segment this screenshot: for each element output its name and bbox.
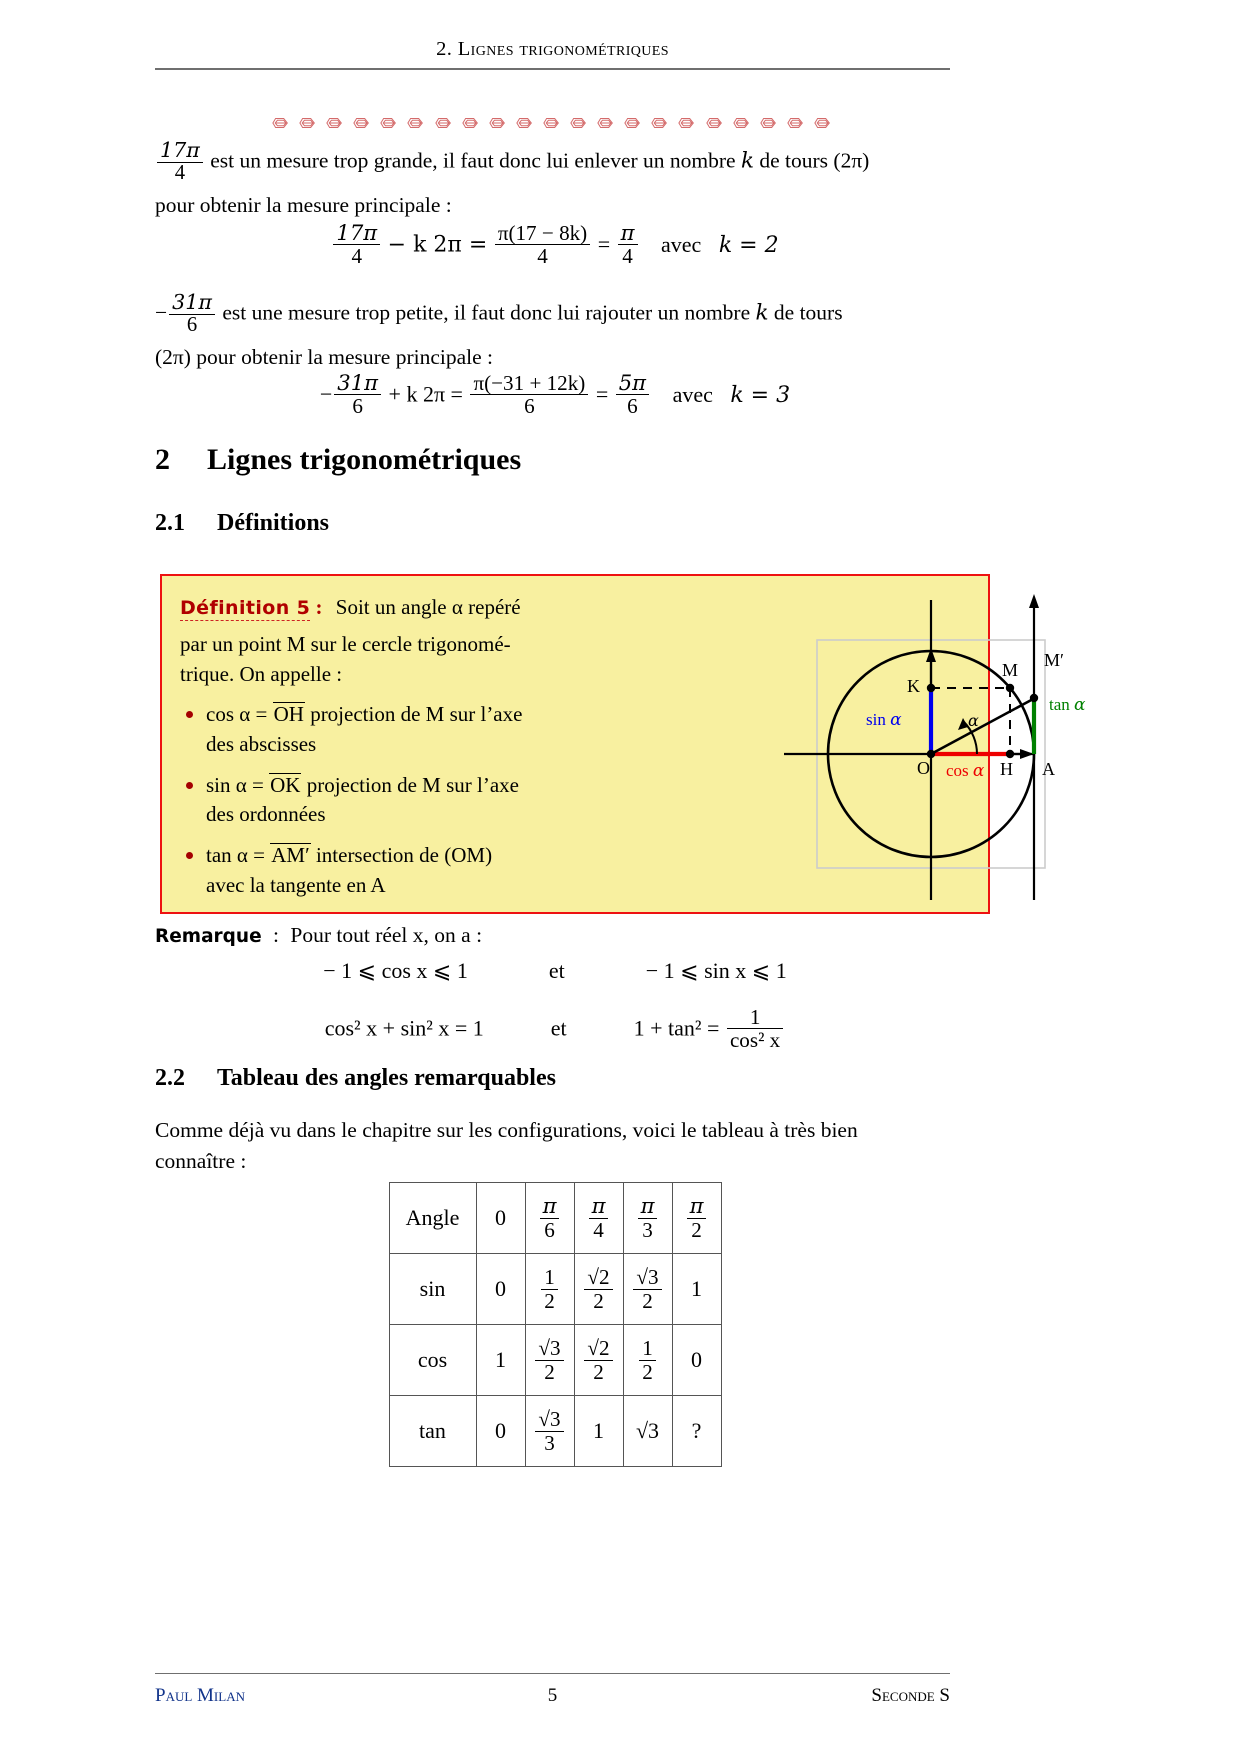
ornament-icon <box>543 116 561 130</box>
cell-tan-pi2: ? <box>672 1396 721 1467</box>
ornament-icon <box>814 116 832 130</box>
sin-tail: projection de M sur l’axe <box>301 772 519 797</box>
section-2-heading <box>155 443 955 477</box>
cell-angle-pi4 <box>574 1183 623 1254</box>
frac-numerator: π(−31 + 12k) <box>473 371 586 395</box>
cell-sin-pi6 <box>525 1254 574 1325</box>
table-row <box>389 1325 721 1396</box>
footer-page-number: 5 <box>547 1685 558 1706</box>
intro-p2-k: k <box>755 300 769 326</box>
frac-denominator: 2 <box>584 1289 612 1312</box>
definition-label: Définition 5 <box>180 597 311 619</box>
equation-1-line <box>155 222 955 267</box>
frac-denominator: 2 <box>541 1289 558 1312</box>
frac <box>540 1195 560 1240</box>
frac-denominator: 6 <box>334 394 381 417</box>
frac-denominator: 4 <box>157 162 203 185</box>
table-row <box>389 1396 721 1467</box>
tableau-intro-line2: connaître : <box>155 1148 247 1173</box>
frac-denominator: 6 <box>616 394 649 417</box>
intro-p1-text <box>155 140 955 184</box>
frac-denominator: 2 <box>639 1360 656 1383</box>
frac-denominator: cos² x <box>727 1028 783 1051</box>
running-title: 2. Lignes trigonométriques <box>436 38 669 60</box>
frac-numerator: 31π <box>172 290 212 314</box>
ornament-icon <box>787 116 805 130</box>
remark-text: Pour tout réel x, on a : <box>290 923 483 947</box>
table-row <box>389 1183 721 1254</box>
remark-block <box>155 920 955 951</box>
frac-numerator: √3 <box>636 1265 659 1290</box>
cell-row-label-sin: sin <box>389 1254 476 1325</box>
definition-lead-line3: trique. On appelle : <box>180 662 343 687</box>
frac-numerator: π <box>591 1193 606 1219</box>
intro-paragraph-2 <box>155 292 955 373</box>
frac-numerator: π <box>542 1193 557 1219</box>
angles-table <box>389 1182 722 1467</box>
sin-head: sin α = <box>206 772 270 797</box>
ornament-icon <box>272 116 290 130</box>
point-H <box>1006 750 1014 758</box>
remark-f2-right-lead: 1 + tan² = <box>633 1015 720 1041</box>
eq2-op2: = <box>595 381 609 407</box>
frac-numerator: √2 <box>587 1336 610 1361</box>
label-tan-alpha: tan α <box>1049 695 1086 715</box>
section-22-heading <box>155 1065 955 1092</box>
frac-numerator: 1 <box>749 1005 761 1029</box>
eq1-avec: avec <box>661 231 702 257</box>
label-alpha: α <box>968 711 979 730</box>
frac-denominator: 4 <box>333 244 380 267</box>
ornament-icon <box>326 116 344 130</box>
ornament-icon <box>299 116 317 130</box>
intro-p1-k: k <box>740 148 754 174</box>
cell-sin-pi2: 1 <box>672 1254 721 1325</box>
cell-cos-0: 1 <box>476 1325 525 1396</box>
cell-tan-pi3: √3 <box>623 1396 672 1467</box>
angles-table-wrap <box>155 1182 955 1467</box>
frac-31pi-6 <box>169 292 215 336</box>
frac-denominator: 2 <box>584 1360 612 1383</box>
footer-author: Paul Milan <box>155 1685 245 1706</box>
label-cos-alpha: cos α <box>946 761 985 781</box>
remark-formula-row-1 <box>155 958 955 984</box>
tableau-intro-line1: Comme déjà vu dans le chapitre sur les configurations, voici le tableau à très bien <box>155 1118 858 1142</box>
point-K <box>927 684 935 692</box>
ornament-icon <box>651 116 669 130</box>
cell-cos-pi4 <box>574 1325 623 1396</box>
cos-second-line: des abscisses <box>206 731 317 756</box>
page-header <box>155 38 950 61</box>
ornament-icon <box>407 116 425 130</box>
intro-p2-text <box>155 292 955 336</box>
eq2-op1: + k 2π = <box>388 381 463 407</box>
eq1-k: k = 2 <box>718 232 779 258</box>
ornament-icon <box>353 116 371 130</box>
equation-2 <box>155 372 955 417</box>
frac <box>687 1195 707 1240</box>
tan-second-line: avec la tangente en A <box>206 873 386 898</box>
cell-cos-pi2: 0 <box>672 1325 721 1396</box>
frac-numerator: π <box>689 1193 704 1219</box>
frac-numerator: 5π <box>618 370 647 395</box>
ornament-icon <box>760 116 778 130</box>
frac-numerator: π(17 − 8k) <box>497 221 588 245</box>
frac <box>584 1337 612 1382</box>
definition-lead-line1: Soit un angle α repéré <box>335 595 521 619</box>
cell-angle-0: 0 <box>476 1183 525 1254</box>
frac-denominator: 2 <box>535 1360 563 1383</box>
remark-f1-et: et <box>548 958 565 983</box>
section-21-title: Définitions <box>217 510 330 536</box>
frac-numerator: 1 <box>544 1265 555 1290</box>
frac <box>535 1408 563 1453</box>
remark-f2-left: cos² x + sin² x = 1 <box>324 1015 484 1041</box>
section-2-title: Lignes trigonométriques <box>207 443 522 476</box>
cos-tail: projection de M sur l’axe <box>304 702 523 727</box>
eq2-frac3 <box>616 372 649 417</box>
remark-f1-right: − 1 ⩽ sin x ⩽ 1 <box>645 958 787 983</box>
cell-cos-pi3 <box>623 1325 672 1396</box>
eq1-frac3 <box>618 222 638 267</box>
tan-overline: AM′ <box>271 843 310 868</box>
line-OM <box>931 698 1035 754</box>
cell-tan-0: 0 <box>476 1396 525 1467</box>
frac-numerator: π <box>620 220 635 245</box>
definition-item-tan <box>180 841 600 901</box>
frac-numerator: π <box>640 1193 655 1219</box>
point-O <box>927 750 935 758</box>
frac <box>535 1337 563 1382</box>
ornament-icon <box>489 116 507 130</box>
ornament-icon <box>435 116 453 130</box>
frac-denominator: 3 <box>535 1431 563 1454</box>
frac-numerator: 31π <box>337 370 379 395</box>
frac-numerator: 17π <box>336 220 378 245</box>
remark-f1-left: − 1 ⩽ cos x ⩽ 1 <box>323 958 468 983</box>
equation-1 <box>155 222 955 267</box>
ornament-icon <box>516 116 534 130</box>
remark-colon: : <box>273 923 279 947</box>
trigonometric-circle-figure <box>772 578 1172 914</box>
angles-table-body <box>389 1183 721 1467</box>
cos-head: cos α = <box>206 702 273 727</box>
label-M: M <box>1002 660 1019 680</box>
header-rule <box>155 68 950 70</box>
cell-cos-pi6 <box>525 1325 574 1396</box>
trig-circle-svg <box>772 578 1172 914</box>
ornament-icon <box>706 116 724 130</box>
cell-row-label-tan: tan <box>389 1396 476 1467</box>
remark-label: Remarque <box>155 926 262 947</box>
frac-numerator: √3 <box>538 1407 561 1432</box>
remark-f2-et: et <box>550 1015 567 1041</box>
intro-p2-minus: − <box>155 300 168 325</box>
ornament-row <box>272 112 832 134</box>
frac-numerator: √2 <box>587 1265 610 1290</box>
definition-item-cos <box>180 700 600 760</box>
intro-p1-line2: pour obtenir la mesure principale : <box>155 193 452 218</box>
eq2-avec: avec <box>672 381 713 407</box>
frac-denominator: 6 <box>540 1218 560 1241</box>
intro-p1-b: de tours (2π) <box>754 148 870 173</box>
ornament-icon <box>733 116 751 130</box>
eq1-frac1 <box>333 222 380 267</box>
label-sin-alpha: sin α <box>866 710 902 730</box>
definition-colon: : <box>315 595 323 619</box>
remark-f2-frac <box>727 1006 783 1051</box>
eq2-lead: − <box>319 381 333 407</box>
label-O: O <box>917 758 930 778</box>
cell-angle-pi6 <box>525 1183 574 1254</box>
cell-tan-pi6 <box>525 1396 574 1467</box>
cell-sin-pi4 <box>574 1254 623 1325</box>
cos-overline: OH <box>273 702 304 727</box>
eq2-frac2 <box>470 372 588 417</box>
definition-text <box>180 592 600 912</box>
frac-denominator: 4 <box>495 244 590 267</box>
label-Mprime: M′ <box>1044 650 1064 670</box>
sin-overline: OK <box>270 772 301 797</box>
tan-tail: intersection de (OM) <box>310 843 493 868</box>
tableau-intro <box>155 1115 955 1176</box>
intro-p2-a: est une mesure trop petite, il faut donc lui rajouter un nombre <box>216 300 756 325</box>
eq1-op2: = <box>597 231 611 257</box>
eq1-op1: − k 2π = <box>387 232 488 258</box>
definition-list <box>180 700 600 901</box>
frac <box>541 1266 558 1311</box>
definition-item-sin <box>180 771 600 831</box>
frac-denominator: 3 <box>638 1218 658 1241</box>
frac <box>633 1266 661 1311</box>
definition-box <box>160 574 1086 914</box>
section-21-heading <box>155 510 955 537</box>
cell-angle-label: Angle <box>389 1183 476 1254</box>
cell-sin-0: 0 <box>476 1254 525 1325</box>
sin-second-line: des ordonnées <box>206 802 326 827</box>
ornament-icon <box>570 116 588 130</box>
frac-denominator: 6 <box>470 394 588 417</box>
label-A: A <box>1042 759 1055 779</box>
intro-p1-a: est un mesure trop grande, il faut donc lui enlever un nombre <box>204 148 741 173</box>
section-22-number: 2.2 <box>155 1065 185 1091</box>
frac-17pi-4 <box>157 140 203 184</box>
cell-row-label-cos: cos <box>389 1325 476 1396</box>
frac-denominator: 4 <box>589 1218 609 1241</box>
eq1-frac2 <box>495 222 590 267</box>
footer-course: Seconde S <box>871 1685 950 1706</box>
frac-numerator: 1 <box>642 1336 653 1361</box>
ornament-icon <box>678 116 696 130</box>
intro-p2-line2: (2π) pour obtenir la mesure principale : <box>155 345 494 370</box>
section-22-title: Tableau des angles remarquables <box>217 1065 556 1091</box>
ornament-icon <box>624 116 642 130</box>
cell-angle-pi2 <box>672 1183 721 1254</box>
frac <box>639 1337 656 1382</box>
definition-lead-line2: par un point M sur le cercle trigonomé- <box>180 631 511 656</box>
frac <box>584 1266 612 1311</box>
remark-line <box>155 920 955 951</box>
section-21-number: 2.1 <box>155 510 185 536</box>
cell-angle-pi3 <box>623 1183 672 1254</box>
cell-sin-pi3 <box>623 1254 672 1325</box>
frac-numerator: 17π <box>160 138 200 162</box>
ornament-icon <box>380 116 398 130</box>
remark-formula-row-2 <box>155 1006 955 1051</box>
frac <box>638 1195 658 1240</box>
frac-denominator: 4 <box>618 244 638 267</box>
eq2-frac1 <box>334 372 381 417</box>
point-M <box>1006 684 1014 692</box>
point-Mprime <box>1030 694 1038 702</box>
equation-2-line <box>155 372 955 417</box>
intro-p2-b: de tours <box>768 300 843 325</box>
frac-denominator: 2 <box>633 1289 661 1312</box>
intro-paragraph-1 <box>155 140 955 221</box>
remark-formulas <box>155 958 955 1051</box>
ornament-icon <box>597 116 615 130</box>
label-H: H <box>1000 759 1013 779</box>
table-row <box>389 1254 721 1325</box>
frac-numerator: √3 <box>538 1336 561 1361</box>
tangent-arrow-icon <box>1029 594 1039 608</box>
frac-denominator: 6 <box>169 314 215 337</box>
label-K: K <box>907 676 920 696</box>
tan-head: tan α = <box>206 843 271 868</box>
cell-tan-pi4: 1 <box>574 1396 623 1467</box>
footer-rule <box>155 1673 950 1674</box>
frac-denominator: 2 <box>687 1218 707 1241</box>
frac <box>589 1195 609 1240</box>
ornament-icon <box>462 116 480 130</box>
eq2-k: k = 3 <box>730 382 791 408</box>
section-2-number: 2 <box>155 443 170 476</box>
